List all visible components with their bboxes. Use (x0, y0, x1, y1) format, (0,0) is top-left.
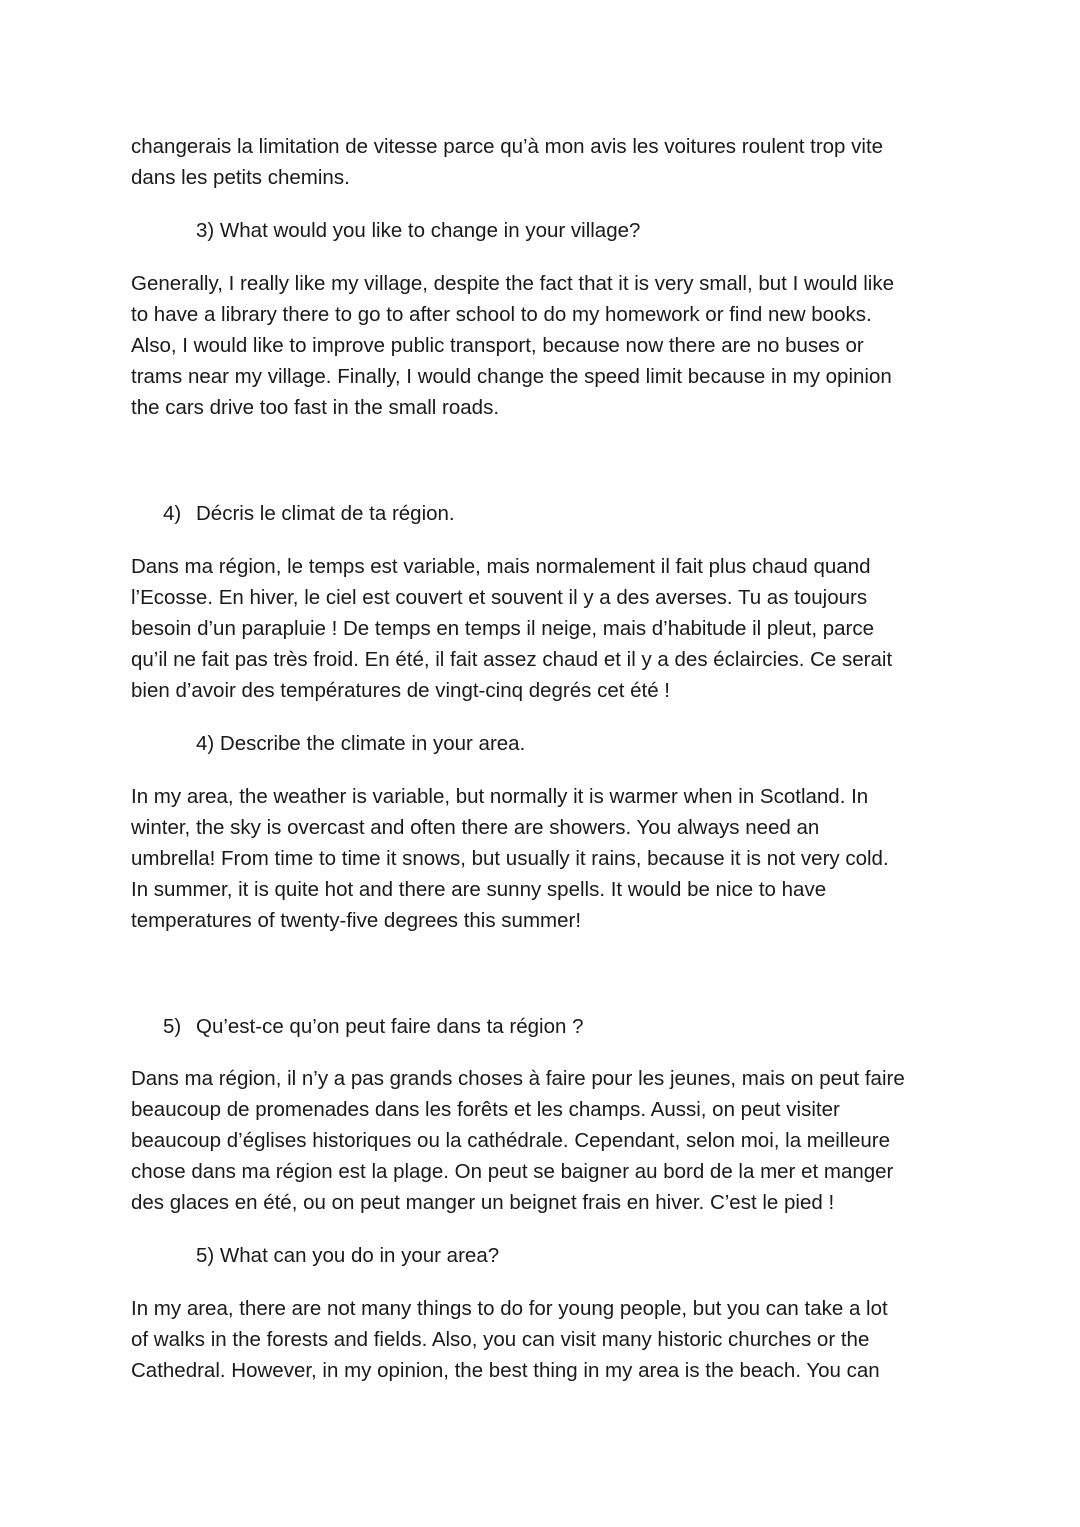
text-line: besoin d’un parapluie ! De temps en temps il neige, mais d’habitude il pleut, parce (131, 617, 874, 640)
text-line: dans les petits chemins. (131, 166, 350, 189)
question-5-french (163, 1011, 583, 1042)
text-line: In summer, it is quite hot and there are sunny spells. It would be nice to have (131, 878, 827, 901)
text-line: to have a library there to go to after school to do my homework or find new books. (131, 303, 872, 326)
text-line: Generally, I really like my village, despite the fact that it is very small, but I would like (131, 272, 894, 295)
text-line: the cars drive too fast in the small roads. (131, 396, 500, 419)
text-line: des glaces en été, ou on peut manger un beignet frais en hiver. C’est le pied ! (131, 1191, 835, 1214)
text-line: chose dans ma région est la plage. On peut se baigner au bord de la mer et manger (131, 1160, 894, 1183)
text-line: of walks in the forests and fields. Also, you can visit many historic churches or the (131, 1328, 870, 1351)
question-4-english: 4) Describe the climate in your area. (196, 732, 526, 755)
paragraph-en-activities (131, 1293, 961, 1386)
text-line: Dans ma région, le temps est variable, mais normalement il fait plus chaud quand (131, 555, 871, 578)
text-line: l’Ecosse. En hiver, le ciel est couvert et souvent il y a des averses. Tu as toujours (131, 586, 868, 609)
text-line: In my area, there are not many things to do for young people, but you can take a lot (131, 1297, 888, 1320)
paragraph-en-village (131, 268, 961, 423)
text-line: beaucoup de promenades dans les forêts et les champs. Aussi, on peut visiter (131, 1098, 840, 1121)
question-number: 4) (163, 502, 182, 525)
text-line: temperatures of twenty-five degrees this summer! (131, 909, 582, 932)
text-line: changerais la limitation de vitesse parce qu’à mon avis les voitures roulent trop vite (131, 135, 884, 158)
text-line: beaucoup d’églises historiques ou la cathédrale. Cependant, selon moi, la meilleure (131, 1129, 890, 1152)
text-line: bien d’avoir des températures de vingt-cinq degrés cet été ! (131, 679, 670, 702)
text-line: winter, the sky is overcast and often there are showers. You always need an (131, 816, 820, 839)
paragraph-fr-village-end (131, 131, 961, 193)
question-3-english: 3) What would you like to change in your village? (196, 219, 641, 242)
question-text: Décris le climat de ta région. (196, 502, 455, 525)
paragraph-en-climate (131, 781, 961, 936)
text-line: trams near my village. Finally, I would change the speed limit because in my opinion (131, 365, 892, 388)
question-number: 5) (163, 1015, 182, 1038)
question-4-french (163, 498, 455, 529)
question-5-english: 5) What can you do in your area? (196, 1244, 500, 1267)
question-text: Qu’est-ce qu’on peut faire dans ta région ? (196, 1015, 584, 1038)
text-line: umbrella! From time to time it snows, but usually it rains, because it is not very cold. (131, 847, 889, 870)
paragraph-fr-activities (131, 1063, 961, 1218)
text-line: qu’il ne fait pas très froid. En été, il fait assez chaud et il y a des éclaircies. Ce serait (131, 648, 893, 671)
text-line: In my area, the weather is variable, but normally it is warmer when in Scotland. In (131, 785, 869, 808)
text-line: Also, I would like to improve public transport, because now there are no buses or (131, 334, 864, 357)
text-line: Dans ma région, il n’y a pas grands choses à faire pour les jeunes, mais on peut faire (131, 1067, 905, 1090)
paragraph-fr-climate (131, 551, 961, 706)
text-line: Cathedral. However, in my opinion, the best thing in my area is the beach. You can (131, 1359, 880, 1382)
